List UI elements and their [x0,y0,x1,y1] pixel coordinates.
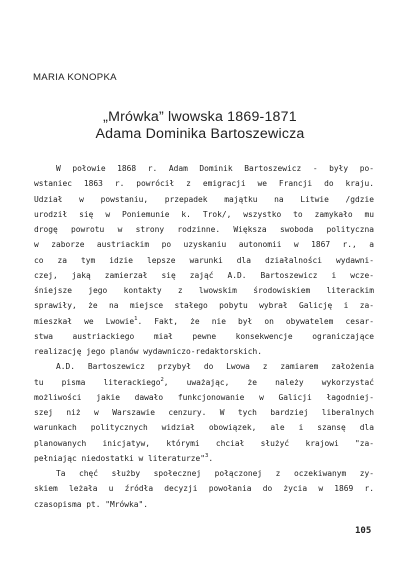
body-line-text: szej niż w Warszawie cenzury. W tych bardziej liberalnych [34,408,374,417]
body-line-text: . Fakt, że nie był on obywatelem cesar- [137,316,374,326]
body-line-text: A.D. Bartoszewicz przybył do Lwowa z zamiarem założenia [56,362,374,372]
body-line-text: Udział w powstaniu, przepadek majątku na Litwie /gdzie [34,194,374,204]
footnote-marker: 3 [205,452,209,459]
body-line-text: co za tym idzie lepsze warunki dla działalności wydawni- [34,255,374,265]
body-line [34,451,374,466]
body-line-text: możliwości jakie dawało funkcjonowanie w Galicji łagodniej- [34,392,374,402]
body-line [34,436,374,451]
body-line-text: urodził się w Poniemunie k. Trok/, wszystko to zamykało mu [34,209,374,219]
body-line [34,237,374,252]
article-title-line-2: Adama Dominika Bartoszewicza [95,126,305,142]
body-line-text: wstaniec 1863 r. powrócił z emigracji we Francji do kraju. [34,179,374,189]
body-line [34,405,374,420]
footnote-marker: 1 [134,315,138,322]
article-title-line-1: „Mrówka” lwowska 1869-1871 [103,109,297,125]
body-line [34,268,374,283]
author-name: MARIA KONOPKA [33,72,117,83]
footnote-marker: 2 [160,376,164,383]
body-line [34,314,374,329]
body-line-text: śniejsze jego kontakty z lwowskim środowiskiem literackim [34,286,374,295]
article-body [34,161,374,512]
body-line [34,329,374,344]
body-line-text: . [208,453,214,463]
body-line [34,222,374,237]
body-line-text: skiem leżała u źródła decyzji powołania do życia w 1869 r. [34,484,374,494]
body-line-text: sprawiły, że na miejsce stałego pobytu wybrał Galicję i za- [34,301,374,311]
body-line-text: warunkach politycznych widział obowiązek, ale i szansę dla [34,423,374,433]
body-line-text: planowanych inicjatyw, którymi chciał służyć krajowi "za- [34,438,374,448]
body-line-text: w zaborze austriackim po uzyskaniu autonomii w 1867 r., a [34,240,374,250]
body-line [34,344,374,359]
body-line [34,420,374,435]
body-line-text: stwa austriackiego miał pewne konsekwencje ograniczające [34,331,374,341]
body-line-text: czasopisma pt. "Mrówka". [34,499,149,509]
body-line-text: , uważając, że należy wykorzystać [163,377,374,387]
body-line-text: czej, jaką zamierzał się zająć A.D. Bartoszewicz i wcze- [34,270,374,280]
body-line [34,176,374,191]
body-line [34,283,374,298]
body-line [34,481,374,496]
body-line [34,253,374,268]
body-line-text: W połowie 1868 r. Adam Dominik Bartoszewicz - były po- [56,164,374,173]
body-line [34,192,374,207]
body-line-text: pełniając niedostatki w literaturze" [34,453,206,463]
body-line-text: mieszkał we Lwowie [34,316,135,326]
page-number: 105 [355,526,372,536]
body-line-text: realizację jego planów wydawniczo-redaktorskich. [34,347,263,356]
body-line-text: drogę powrotu w strony rodzinne. Większa swoboda polityczna [34,225,374,234]
body-line [34,359,374,374]
body-line [34,375,374,390]
body-line [34,207,374,222]
body-line [34,298,374,313]
body-line-text: tu pisma literackiego [34,377,161,387]
body-line [34,466,374,481]
body-line-text: Ta chęć służby społecznej połączonej z oczekiwanym zy- [56,469,374,478]
body-line [34,161,374,176]
body-line [34,390,374,405]
body-line [34,497,374,512]
